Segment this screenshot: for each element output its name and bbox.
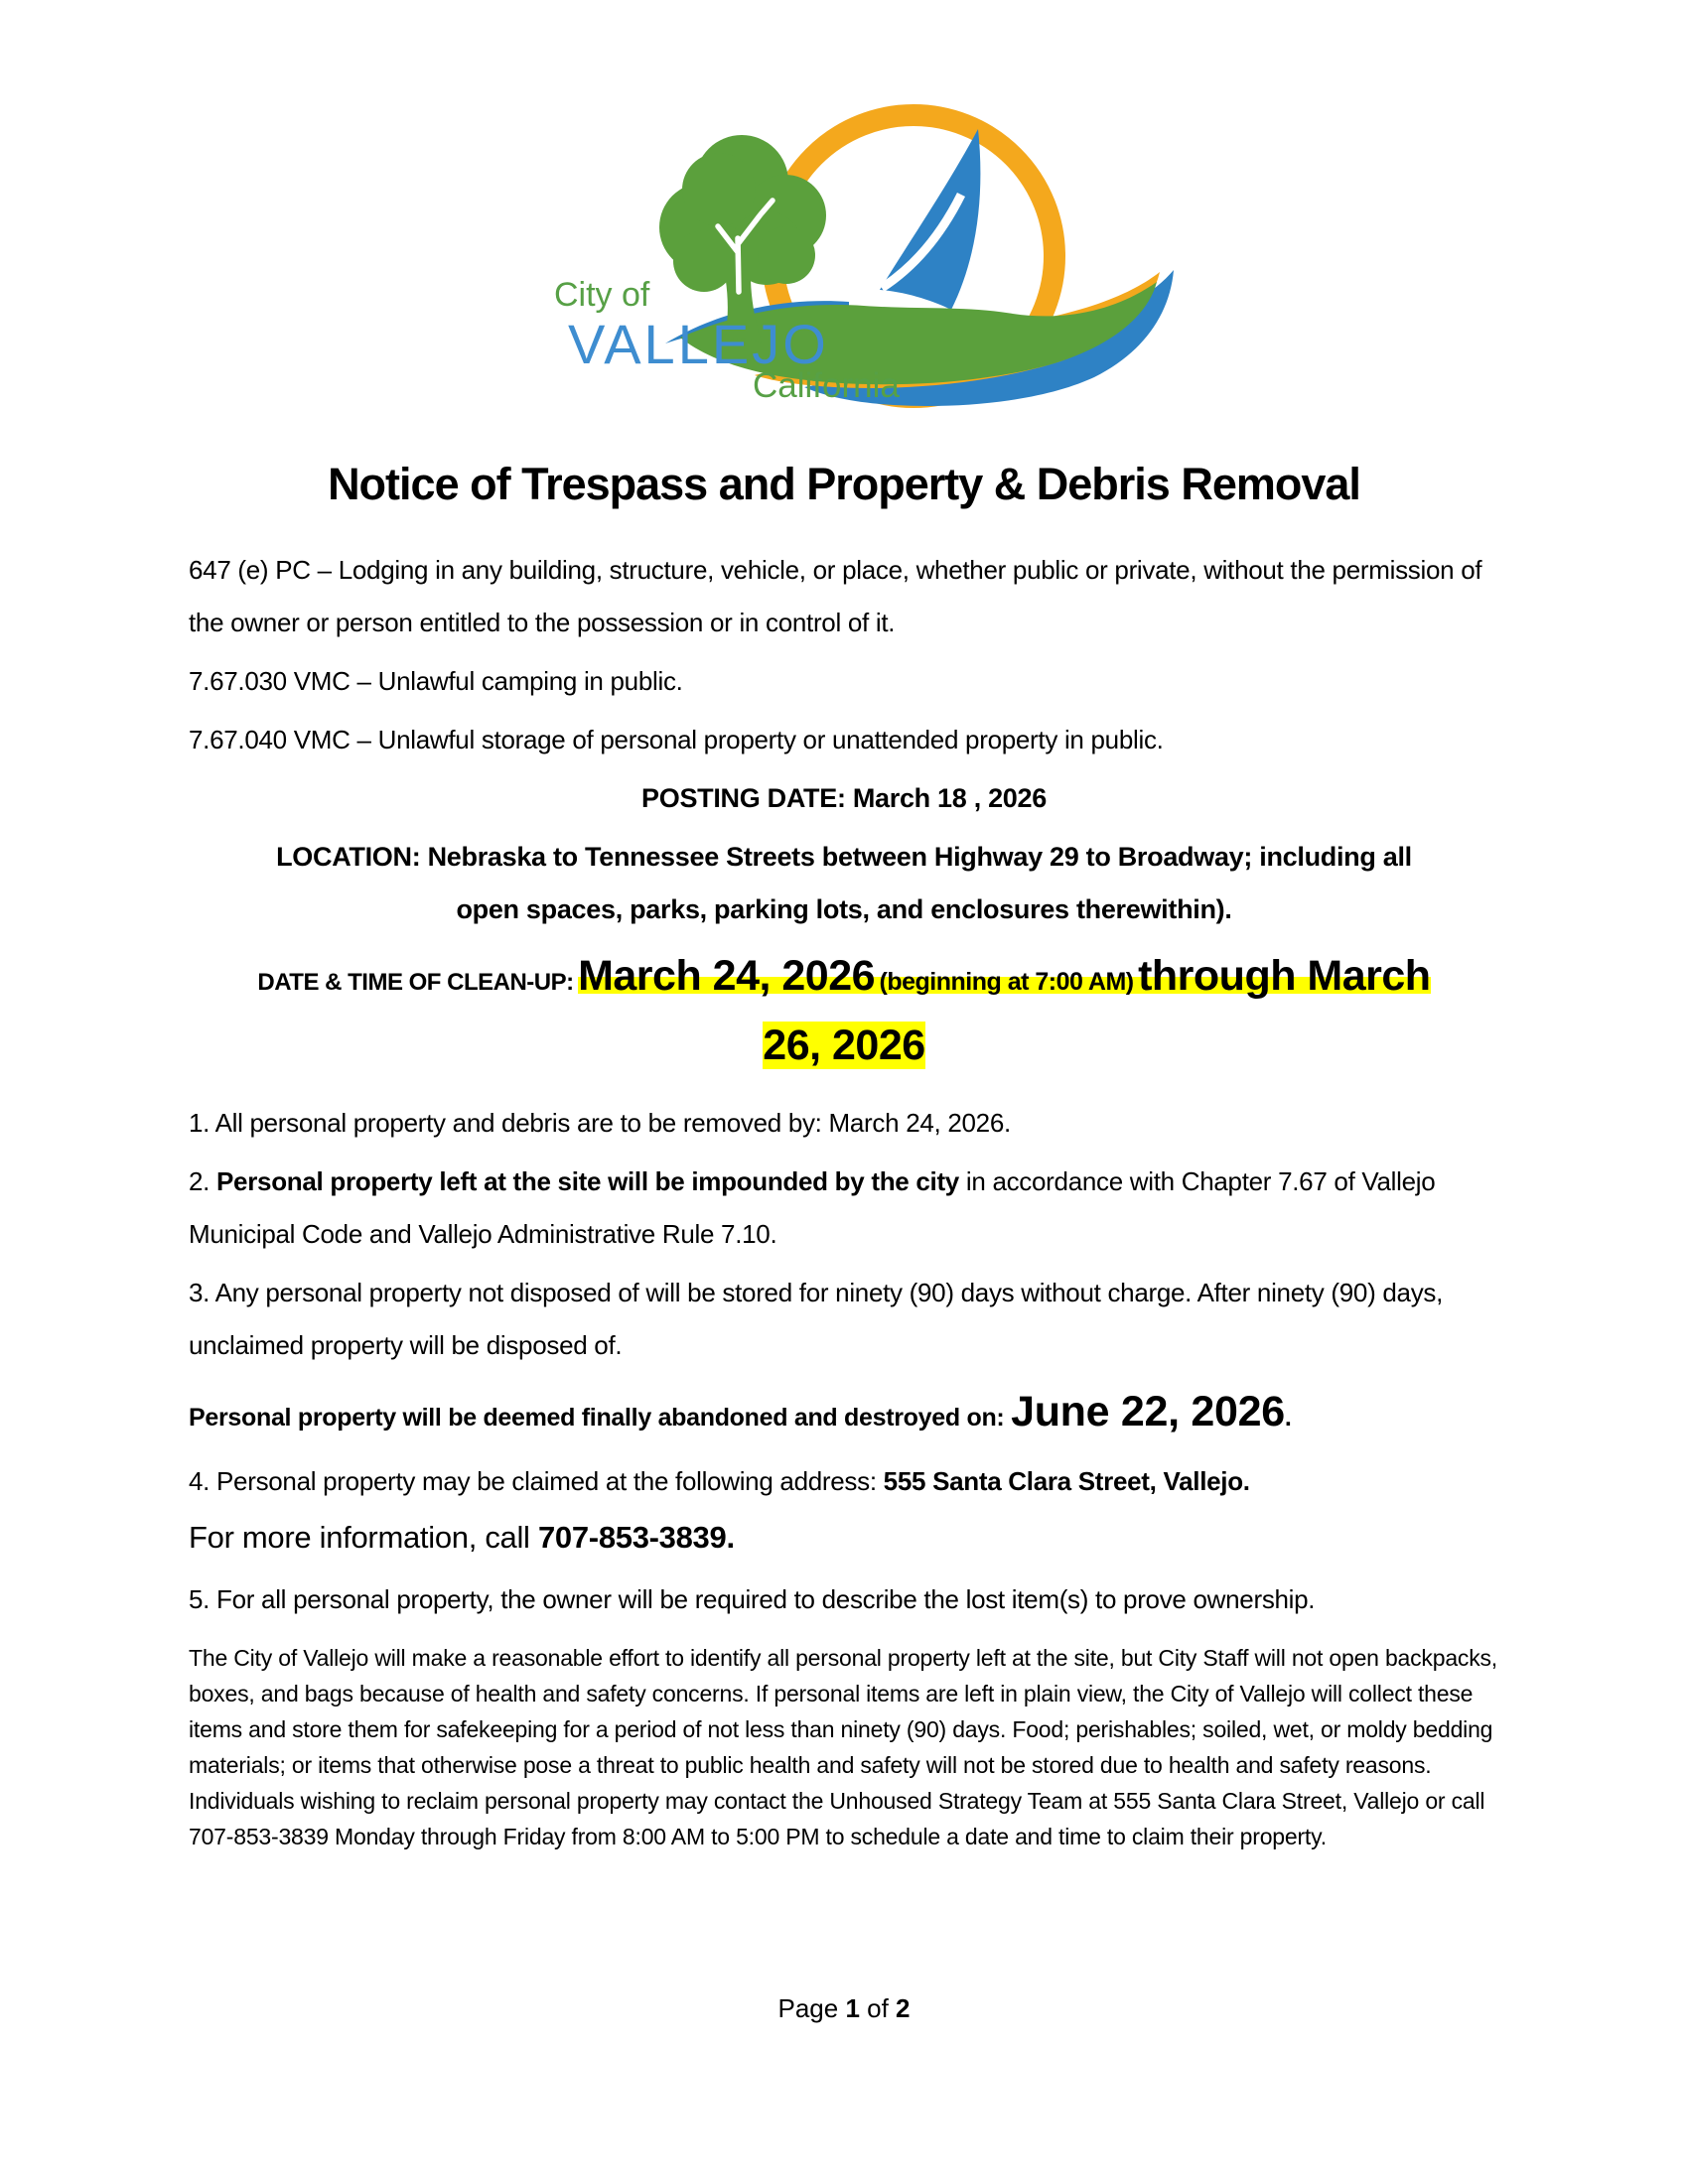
location-line-1: LOCATION: Nebraska to Tennessee Streets between Highway 29 to Broadway; including all <box>276 841 1412 872</box>
item-5: 5. For all personal property, the owner will be required to describe the lost item(s) to prove ownership. <box>189 1583 1316 1614</box>
fine-print: The City of Vallejo will make a reasonable effort to identify all personal property left at the site, but City Staff will not open backpacks, boxes, and bags because of health and safety concerns. If personal items are left in plain view, the City of Vallejo will collect these items and store them for safekeeping for a period of not less than ninety (90) days. Food; perishables; soiled, wet, or moldy bedding materials; or items that otherwise pose a threat to public health and safety will not be stored due to health and safety reasons. Individuals wishing to reclaim personal property may contact the Unhoused Strategy Team at 555 Santa Clara Street, Vallejo or call 707-853-3839 Monday through Friday from 8:00 AM to 5:00 PM to schedule a date and time to claim their property. <box>189 1644 1497 1849</box>
city-of-vallejo-logo <box>506 77 1182 411</box>
cleanup-datetime <box>189 946 1499 1085</box>
vmc-030-paragraph: 7.67.030 VMC – Unlawful camping in public. <box>189 665 683 696</box>
item-2-rest: in accordance with Chapter 7.67 of Vallejo Municipal Code and Vallejo Administrative Rule 7.10. <box>189 1165 1436 1249</box>
location-line-2: open spaces, parks, parking lots, and enclosures therewithin). <box>456 893 1232 924</box>
vallejo-logo-graphic <box>506 77 1182 411</box>
abandoned-text: Personal property will be deemed finally abandoned and destroyed on: <box>189 1403 1012 1432</box>
abandoned-date: June 22, 2026 <box>1011 1387 1285 1435</box>
logo-vallejo-text: VALLEJO <box>568 313 829 375</box>
cleanup-through: through March <box>1138 951 1431 1000</box>
footer-total-pages: 2 <box>896 1993 911 2023</box>
item-3: 3. Any personal property not disposed of will be stored for ninety (90) days without charge. After ninety (90) days, unclaimed property will be disposed of. <box>189 1277 1444 1360</box>
item-2-bold-text: Personal property left at the site will be impounded by the city <box>216 1165 959 1196</box>
cleanup-end-date: 26, 2026 <box>763 1021 925 1069</box>
footer-current-page: 1 <box>845 1993 860 2023</box>
item-4-text: 4. Personal property may be claimed at the following address: <box>189 1465 884 1496</box>
vmc-040-paragraph: 7.67.040 VMC – Unlawful storage of personal property or unattended property in public. <box>189 724 1164 754</box>
posting-date: POSTING DATE: March 18 , 2026 <box>641 782 1047 813</box>
more-info-text: For more information, call <box>189 1519 538 1555</box>
claim-address: 555 Santa Clara Street, Vallejo. <box>883 1465 1250 1496</box>
abandoned-notice <box>189 1384 1499 1445</box>
item-2 <box>189 1156 1499 1261</box>
cleanup-start-date: March 24, 2026 <box>578 951 876 1000</box>
cleanup-highlight <box>578 951 1431 1000</box>
page-footer <box>0 1993 1688 2024</box>
logo-california-text: California <box>753 366 900 405</box>
page-title: Notice of Trespass and Property & Debris Removal <box>328 459 1360 509</box>
location-paragraph <box>189 831 1499 936</box>
footer-of-label: of <box>859 1993 897 2023</box>
cleanup-time-note: (beginning at 7:00 AM) <box>879 967 1134 996</box>
item-1: 1. All personal property and debris are to be removed by: March 24, 2026. <box>189 1107 1011 1138</box>
logo-city-of-text: City of <box>554 276 650 314</box>
more-info-line <box>189 1510 1499 1566</box>
footer-page-label: Page <box>777 1993 846 2023</box>
code-647-paragraph: 647 (e) PC – Lodging in any building, structure, vehicle, or place, whether public or private, without the permission of the owner or person entitled to the possession or in control of it. <box>189 554 1482 637</box>
item-2-number: 2. <box>189 1165 217 1196</box>
cleanup-label: DATE & TIME OF CLEAN-UP: <box>257 968 574 996</box>
item-4 <box>189 1455 1499 1508</box>
abandoned-period: . <box>1284 1403 1292 1432</box>
phone-number: 707-853-3839. <box>537 1519 735 1555</box>
